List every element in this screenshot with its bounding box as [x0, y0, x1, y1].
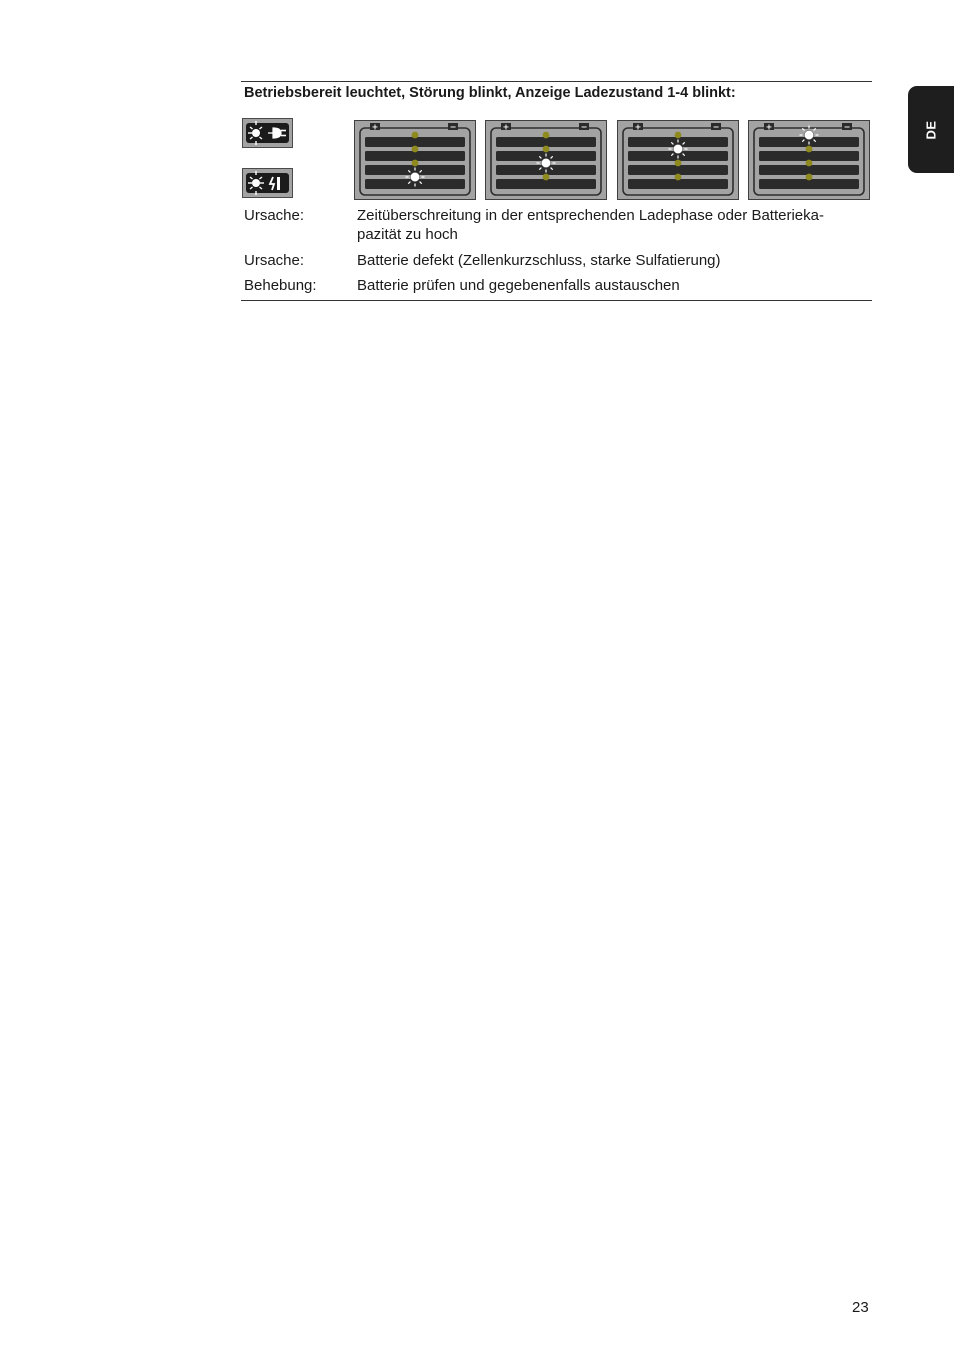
- minus-sign: −: [712, 122, 720, 132]
- charge-slot: [628, 179, 728, 189]
- plus-sign: +: [502, 122, 510, 132]
- minus-sign: −: [449, 122, 457, 132]
- charge-led-3: [412, 146, 419, 153]
- charge-led-4: [543, 132, 550, 139]
- charge-led-4: [412, 132, 419, 139]
- charge-led-3: [543, 146, 550, 153]
- blinking-led-icon: [537, 154, 556, 173]
- charge-slot: [759, 165, 859, 175]
- charge-led-2: [806, 160, 813, 167]
- charge-led-1: [675, 174, 682, 181]
- section-heading: Betriebsbereit leuchtet, Störung blinkt, Anzeige Ladezustand 1-4 blinkt:: [244, 85, 736, 101]
- blinking-led-icon: [669, 140, 688, 159]
- charge-slot: [496, 179, 596, 189]
- remedy-label: Behebung:: [244, 277, 317, 294]
- cause-text-line-2: pazität zu hoch: [357, 226, 458, 243]
- page-number: 23: [852, 1299, 869, 1316]
- charge-slot: [759, 179, 859, 189]
- ready-plug-icon: [243, 119, 292, 147]
- battery-display: [618, 121, 738, 199]
- charge-slot: [759, 151, 859, 161]
- cause-text: Batterie defekt (Zellenkurzschluss, starke Sulfatierung): [357, 252, 721, 269]
- charge-panel-2: [485, 120, 607, 200]
- charge-slot: [365, 151, 465, 161]
- status-section: [241, 81, 872, 301]
- cause-text: [357, 206, 867, 244]
- charge-led-4: [675, 132, 682, 139]
- remedy-text: Batterie prüfen und gegebenenfalls austauschen: [357, 277, 680, 294]
- charge-led-3: [806, 146, 813, 153]
- battery-display: [749, 121, 869, 199]
- charge-panel-4: [748, 120, 870, 200]
- fault-battery-icon: [243, 169, 292, 197]
- minus-sign: −: [843, 122, 851, 132]
- charge-led-1: [806, 174, 813, 181]
- charge-slot: [628, 165, 728, 175]
- charge-led-2: [675, 160, 682, 167]
- plus-sign: +: [634, 122, 642, 132]
- cause-text-line-1: Zeitüberschreitung in der entsprechenden Ladephase oder Batterieka-: [357, 207, 824, 224]
- battery-display: [486, 121, 606, 199]
- blinking-led-icon: [406, 168, 425, 187]
- plus-sign: +: [371, 122, 379, 132]
- plus-sign: +: [765, 122, 773, 132]
- charge-led-2: [412, 160, 419, 167]
- charge-led-1: [543, 174, 550, 181]
- charge-slot: [496, 137, 596, 147]
- charge-panel-3: [617, 120, 739, 200]
- language-tab-label: DE: [923, 119, 939, 140]
- minus-sign: −: [580, 122, 588, 132]
- charge-slot: [365, 137, 465, 147]
- blinking-led-icon: [800, 126, 819, 145]
- language-tab: [908, 86, 954, 173]
- fault-indicator: [242, 168, 293, 198]
- cause-label: Ursache:: [244, 252, 305, 269]
- cause-label: Ursache:: [244, 207, 305, 224]
- battery-display: [355, 121, 475, 199]
- ready-indicator: [242, 118, 293, 148]
- charge-panel-1: [354, 120, 476, 200]
